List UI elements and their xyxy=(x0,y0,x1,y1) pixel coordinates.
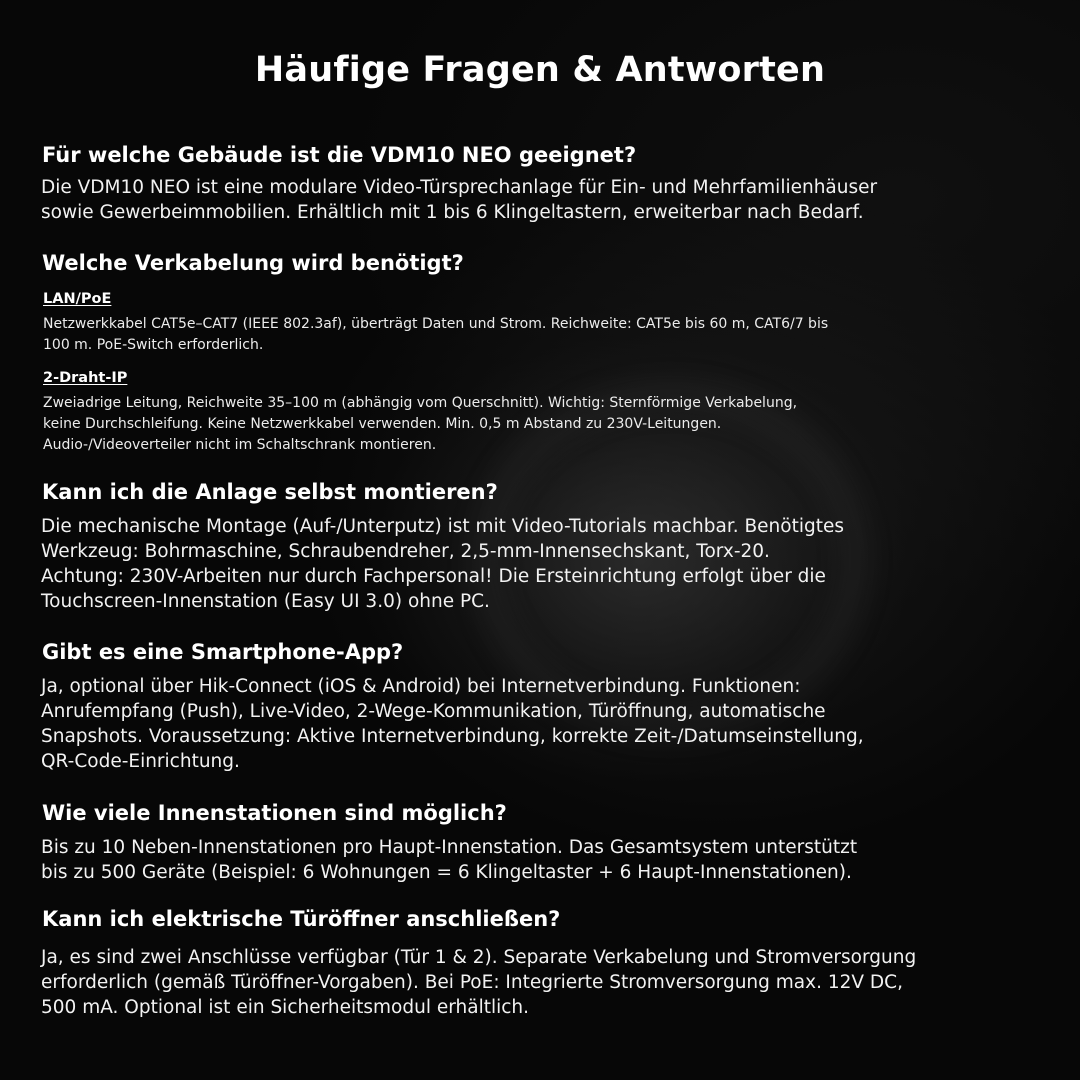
answer-line: Bis zu 10 Neben-Innenstationen pro Haupt-Innenstation. Das Gesamtsystem unterstützt xyxy=(41,837,858,858)
answer-line: erforderlich (gemäß Türöffner-Vorgaben). Bei PoE: Integrierte Stromversorgung max. 12V DC, xyxy=(41,972,903,993)
faq-question-smartphone-app: Gibt es eine Smartphone-App? xyxy=(42,640,404,664)
answer-line: sowie Gewerbeimmobilien. Erhältlich mit 1 bis 6 Klingeltastern, erweiterbar nach Bedarf. xyxy=(41,202,864,223)
answer-line: Die mechanische Montage (Auf-/Unterputz) ist mit Video-Tutorials machbar. Benötigtes xyxy=(41,516,845,537)
answer-line: Snapshots. Voraussetzung: Aktive Internetverbindung, korrekte Zeit-/Datumseinstellung, xyxy=(41,726,864,747)
faq-answer-smartphone-app xyxy=(41,674,1051,774)
answer-line: 100 m. PoE-Switch erforderlich. xyxy=(43,337,264,353)
answer-line: Werkzeug: Bohrmaschine, Schraubendreher, 2,5-mm-Innensechskant, Torx-20. xyxy=(41,541,770,562)
faq-answer-building-types xyxy=(41,175,1051,225)
faq-question-building-types: Für welche Gebäude ist die VDM10 NEO geeignet? xyxy=(42,143,637,167)
faq-question-self-installation: Kann ich die Anlage selbst montieren? xyxy=(42,480,498,504)
subsection-heading-2-draht-ip: 2-Draht-IP xyxy=(43,370,128,386)
answer-line: Audio-/Videoverteiler nicht im Schaltschrank montieren. xyxy=(43,437,437,453)
answer-line: Achtung: 230V-Arbeiten nur durch Fachpersonal! Die Ersteinrichtung erfolgt über die xyxy=(41,566,826,587)
answer-line: Touchscreen-Innenstation (Easy UI 3.0) ohne PC. xyxy=(41,591,490,612)
faq-question-indoor-stations: Wie viele Innenstationen sind möglich? xyxy=(42,801,507,825)
faq-question-cabling: Welche Verkabelung wird benötigt? xyxy=(42,251,464,275)
subsection-heading-lan-poe: LAN/PoE xyxy=(43,291,112,307)
answer-line: QR-Code-Einrichtung. xyxy=(41,751,240,772)
faq-answer-indoor-stations xyxy=(41,835,1051,885)
answer-line: Die VDM10 NEO ist eine modulare Video-Türsprechanlage für Ein- und Mehrfamilienhäuser xyxy=(41,177,878,198)
answer-line: Anrufempfang (Push), Live-Video, 2-Wege-Kommunikation, Türöffnung, automatische xyxy=(41,701,826,722)
answer-line: Ja, optional über Hik-Connect (iOS & Android) bei Internetverbindung. Funktionen: xyxy=(41,676,801,697)
answer-line: bis zu 500 Geräte (Beispiel: 6 Wohnungen = 6 Klingeltaster + 6 Haupt-Innenstationen). xyxy=(41,862,852,883)
answer-line: 500 mA. Optional ist ein Sicherheitsmodul erhältlich. xyxy=(41,997,530,1018)
page-title: Häufige Fragen & Antworten xyxy=(254,50,826,90)
subsection-text-lan-poe xyxy=(43,314,1043,356)
faq-answer-self-installation xyxy=(41,514,1051,614)
answer-line: Zweiadrige Leitung, Reichweite 35–100 m (abhängig vom Querschnitt). Wichtig: Sternförmige Verkabelung, xyxy=(43,395,798,411)
subsection-text-2-draht-ip xyxy=(43,393,1043,456)
answer-line: keine Durchschleifung. Keine Netzwerkkabel verwenden. Min. 0,5 m Abstand zu 230V-Leitungen. xyxy=(43,416,722,432)
faq-question-door-openers: Kann ich elektrische Türöffner anschließen? xyxy=(42,907,561,931)
answer-line: Netzwerkkabel CAT5e–CAT7 (IEEE 802.3af), überträgt Daten und Strom. Reichweite: CAT5e bis 60 m, CAT6/7 bis xyxy=(43,316,829,332)
answer-line: Ja, es sind zwei Anschlüsse verfügbar (Tür 1 & 2). Separate Verkabelung und Stromversorgung xyxy=(41,947,917,968)
faq-answer-door-openers xyxy=(41,945,1051,1020)
